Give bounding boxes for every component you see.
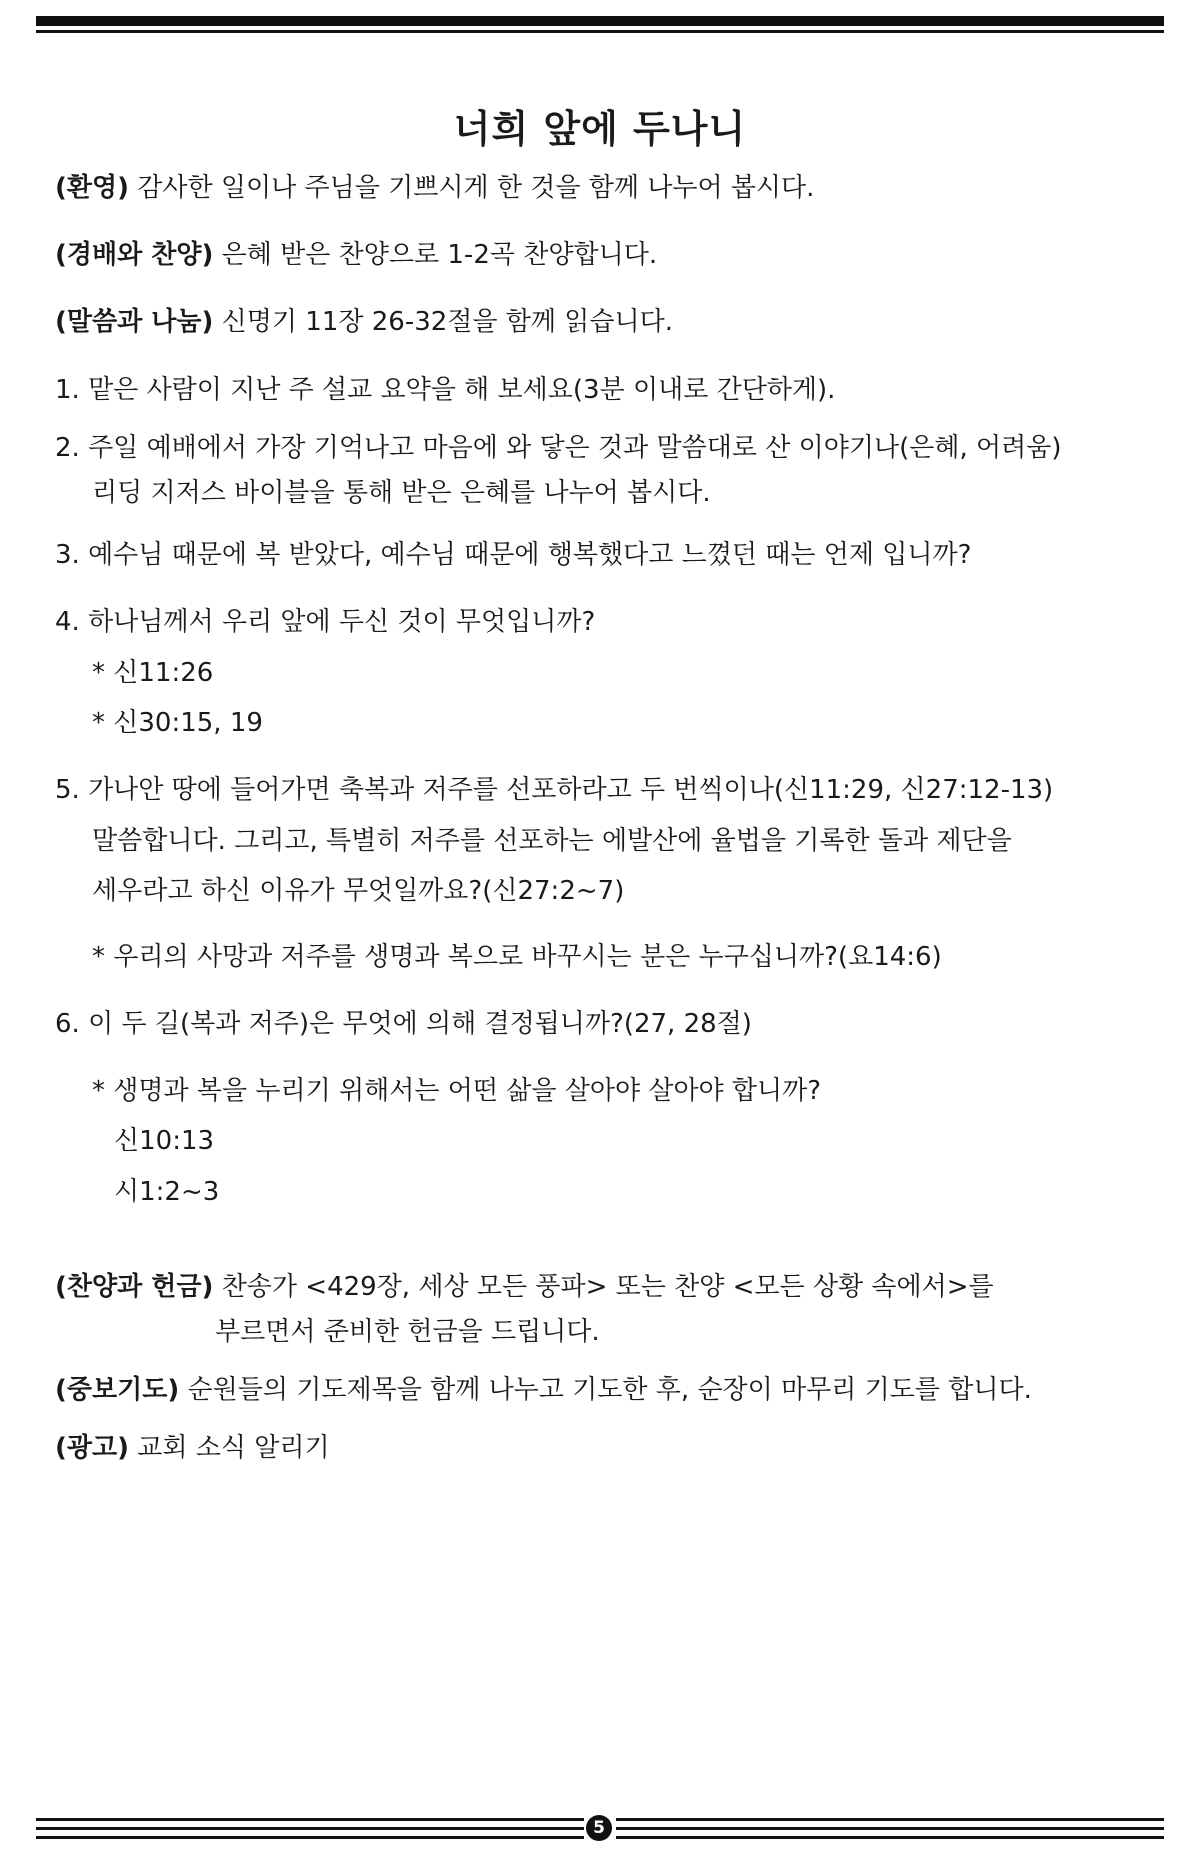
question-1: 1. 맡은 사람이 지난 주 설교 요약을 해 보세요(3분 이내로 간단하게). [55, 375, 836, 405]
bottom-rule-left-2 [36, 1827, 584, 1830]
notice-line [55, 1432, 330, 1464]
question-4-ref-2: * 신30:15, 19 [92, 708, 263, 738]
worship-text: 은혜 받은 찬양으로 1-2곡 찬양합니다. [213, 240, 658, 270]
question-4-ref-1: * 신11:26 [92, 658, 214, 688]
bottom-rule-left-3 [36, 1836, 584, 1839]
bottom-rule-right-1 [616, 1818, 1164, 1821]
top-rule-thin [36, 30, 1164, 33]
question-6-sub: * 생명과 복을 누리기 위해서는 어떤 삶을 살아야 살아야 합니까? [92, 1076, 822, 1106]
bottom-rule-right-3 [616, 1836, 1164, 1839]
page-number: 5 [586, 1815, 612, 1841]
offering-label: (찬양과 헌금) [55, 1272, 214, 1302]
worship-line [55, 239, 657, 271]
question-6-ref-1: 신10:13 [114, 1126, 215, 1156]
prayer-text: 순원들의 기도제목을 함께 나누고 기도한 후, 순장이 마무리 기도를 합니다. [179, 1375, 1032, 1405]
question-2-line-2: 리딩 지저스 바이블을 통해 받은 은혜를 나누어 봅시다. [92, 478, 711, 508]
prayer-label: (중보기도) [55, 1375, 180, 1405]
offering-text: 찬송가 <429장, 세상 모든 풍파> 또는 찬양 <모든 상황 속에서>를 [213, 1272, 994, 1302]
welcome-label: (환영) [55, 173, 129, 203]
question-3: 3. 예수님 때문에 복 받았다, 예수님 때문에 행복했다고 느꼈던 때는 언제 입니까? [55, 540, 972, 570]
top-rule-thick [36, 16, 1164, 26]
word-text: 신명기 11장 26-32절을 함께 읽습니다. [213, 307, 674, 337]
bottom-rule-right-2 [616, 1827, 1164, 1830]
word-line [55, 306, 673, 338]
offering-line-2: 부르면서 준비한 헌금을 드립니다. [215, 1317, 600, 1347]
page-title: 너희 앞에 두나니 [453, 107, 747, 151]
question-5-sub: * 우리의 사망과 저주를 생명과 복으로 바꾸시는 분은 누구십니까?(요14:6) [92, 942, 942, 972]
notice-label: (광고) [55, 1433, 129, 1463]
question-5-line-1: 5. 가나안 땅에 들어가면 축복과 저주를 선포하라고 두 번씩이나(신11:29, 신27:12-13) [55, 775, 1054, 805]
question-6-ref-2: 시1:2~3 [114, 1177, 220, 1207]
prayer-line [55, 1374, 1032, 1406]
question-2-line-1: 2. 주일 예배에서 가장 기억나고 마음에 와 닿은 것과 말씀대로 산 이야기나(은혜, 어려움) [55, 433, 1062, 463]
question-6-line-1: 6. 이 두 길(복과 저주)은 무엇에 의해 결정됩니까?(27, 28절) [55, 1009, 752, 1039]
question-5-line-2: 말씀합니다. 그리고, 특별히 저주를 선포하는 에발산에 율법을 기록한 돌과 제단을 [92, 826, 1012, 856]
word-label: (말씀과 나눔) [55, 307, 214, 337]
bottom-rule-left-1 [36, 1818, 584, 1821]
worship-label: (경배와 찬양) [55, 240, 214, 270]
welcome-text: 감사한 일이나 주님을 기쁘시게 한 것을 함께 나누어 봅시다. [129, 173, 815, 203]
question-5-line-3: 세우라고 하신 이유가 무엇일까요?(신27:2~7) [92, 876, 625, 906]
notice-text: 교회 소식 알리기 [129, 1433, 330, 1463]
welcome-line [55, 172, 814, 204]
question-4-line-1: 4. 하나님께서 우리 앞에 두신 것이 무엇입니까? [55, 607, 596, 637]
offering-line [55, 1271, 994, 1303]
